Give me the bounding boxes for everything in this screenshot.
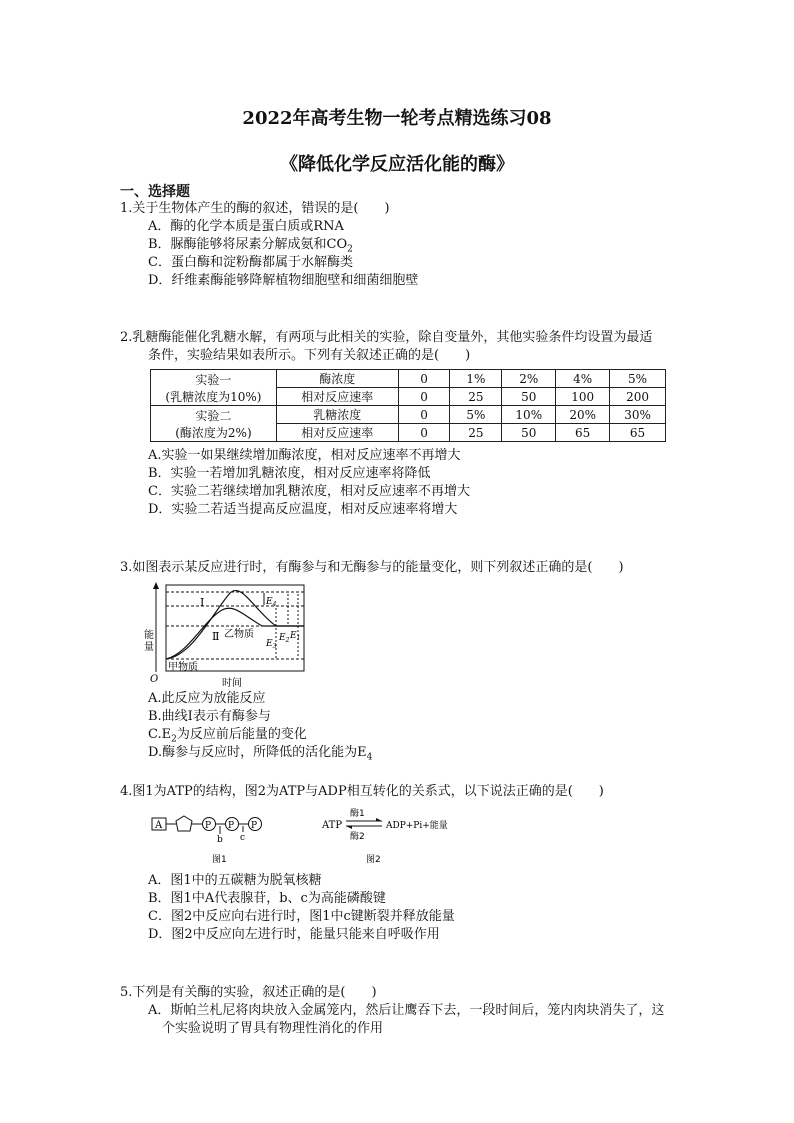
curve-ii-label: Ⅱ	[212, 630, 220, 643]
q1-option-d: D．纤维素酶能够降解植物细胞壁和细菌细胞壁	[148, 273, 419, 288]
phosphate-label: P	[228, 821, 235, 831]
enzyme1-label: 酶1	[350, 809, 365, 819]
row-label: 酶浓度	[276, 370, 398, 388]
figure1-caption: 图1	[212, 855, 227, 865]
table-cell: 50	[502, 388, 556, 406]
ribose-pentagon	[176, 816, 192, 831]
q1-option-a: A．酶的化学本质是蛋白质或RNA	[148, 219, 344, 234]
table-cell: 2%	[502, 370, 556, 388]
origin-label: O	[150, 674, 159, 685]
q5-option-a-line2: 个实验说明了胃具有物理性消化的作用	[162, 1021, 384, 1036]
q4-option-a: A．图1中的五碳糖为脱氧核糖	[148, 873, 322, 888]
table-cell: 100	[556, 388, 610, 406]
table-cell: 50	[502, 424, 556, 442]
table-cell: 200	[610, 388, 666, 406]
table-row	[151, 370, 666, 388]
table-cell: 25	[450, 424, 502, 442]
substance-b-label: 乙物质	[224, 629, 254, 640]
q4-option-d: D．图2中反应向左进行时，能量只能来自呼吸作用	[148, 927, 440, 942]
substance-a-label: 甲物质	[168, 662, 198, 673]
table-cell: 0	[398, 370, 450, 388]
section-heading: 一、选择题	[120, 184, 190, 200]
adp-label: ADP+Pi+能量	[386, 821, 448, 831]
y-axis-arrow	[153, 582, 159, 589]
atp-adp-figure	[318, 806, 468, 866]
exp2-label-cell: 实验二 (酶浓度为2%)	[151, 406, 277, 442]
page-title: 2022年高考生物一轮考点精选练习08	[242, 108, 552, 129]
y-label-2: 量	[144, 642, 154, 653]
q4-stem: 4.图1为ATP的结构，图2为ATP与ADP相互转化的关系式，以下说法正确的是( )	[120, 784, 604, 799]
q1-option-b: B．脲酶能够将尿素分解成氨和$CO_2$	[148, 237, 353, 255]
x-label: 时间	[222, 678, 242, 689]
table-cell: 65	[556, 424, 610, 442]
q1-option-c: C．蛋白酶和淀粉酶都属于水解酶类	[148, 255, 353, 270]
table-cell: 25	[450, 388, 502, 406]
table-cell: 0	[398, 424, 450, 442]
table-row	[151, 406, 666, 424]
table-cell: 0	[398, 388, 450, 406]
bond-c-label: c	[240, 833, 246, 843]
energy-diagram	[142, 580, 314, 692]
q5-stem: 5.下列是有关酶的实验，叙述正确的是( )	[120, 985, 377, 1000]
table-cell: 1%	[450, 370, 502, 388]
table-cell: 0	[398, 406, 450, 424]
atp-structure-figure	[150, 806, 270, 866]
q3-option-b: B.曲线Ⅰ表示有酶参与	[148, 709, 271, 724]
table-cell: 5%	[450, 406, 502, 424]
bond-b-label: b	[217, 835, 223, 845]
table-cell: 4%	[556, 370, 610, 388]
q3-option-a: A.此反应为放能反应	[148, 691, 266, 706]
atp-label: ATP	[322, 820, 343, 831]
q3-option-c: $C.E_2$为反应前后能量的变化	[148, 727, 307, 745]
enzyme2-label: 酶2	[350, 832, 365, 842]
q2-stem-line2: 条件，实验结果如表所示。下列有关叙述正确的是( )	[148, 348, 471, 363]
curve-i	[166, 591, 304, 659]
table-cell: 5%	[610, 370, 666, 388]
q2-results-table	[150, 369, 666, 442]
q1-stem: 1.关于生物体产生的酶的叙述，错误的是( )	[120, 201, 390, 216]
row-label: 相对反应速率	[276, 388, 398, 406]
q2-option-b: B．实验一若增加乳糖浓度，相对反应速率将降低	[148, 466, 431, 481]
e2-label: $E_2$	[279, 633, 290, 644]
curve-i-label: Ⅰ	[200, 596, 205, 609]
phosphate-label: P	[205, 821, 212, 831]
table-cell: 20%	[556, 406, 610, 424]
e1-label: $E_1$	[290, 631, 301, 642]
q5-option-a-line1: A．斯帕兰札尼将肉块放入金属笼内，然后让鹰吞下去，一段时间后，笼内肉块消失了，这	[148, 1003, 665, 1018]
exp1-label-cell: 实验一 (乳糖浓度为10%)	[151, 370, 277, 406]
table-cell: 10%	[502, 406, 556, 424]
q2-stem-line1: 2.乳糖酶能催化乳糖水解，有两项与此相关的实验，除自变量外，其他实验条件均设置为最适	[120, 330, 653, 345]
figure2-caption: 图2	[366, 855, 381, 865]
q4-option-c: C．图2中反应向右进行时，图1中c键断裂并释放能量	[148, 909, 455, 924]
q3-option-d: D.酶参与反应时，所降低的活化能为$E_4$	[148, 745, 373, 763]
row-label: 相对反应速率	[276, 424, 398, 442]
row-label: 乳糖浓度	[276, 406, 398, 424]
y-label-1: 能	[144, 630, 154, 641]
e4-label: $E_4$	[266, 597, 277, 608]
e3-label: $E_3$	[266, 639, 277, 650]
table-cell: 65	[610, 424, 666, 442]
q3-stem: 3.如图表示某反应进行时，有酶参与和无酶参与的能量变化，则下列叙述正确的是( )	[120, 560, 624, 575]
page-subtitle: 《降低化学反应活化能的酶》	[280, 154, 514, 175]
phosphate-label: P	[251, 821, 258, 831]
diagram-frame	[166, 585, 304, 671]
adenine-label: A	[155, 820, 163, 831]
q4-option-b: B．图1中A代表腺苷，b、c为高能磷酸键	[148, 891, 386, 906]
q2-option-d: D．实验二若适当提高反应温度，相对反应速率将增大	[148, 502, 458, 517]
q2-option-a: A.实验一如果继续增加酶浓度，相对反应速率不再增大	[148, 448, 461, 463]
q2-option-c: C．实验二若继续增加乳糖浓度，相对反应速率不再增大	[148, 484, 470, 499]
table-cell: 30%	[610, 406, 666, 424]
